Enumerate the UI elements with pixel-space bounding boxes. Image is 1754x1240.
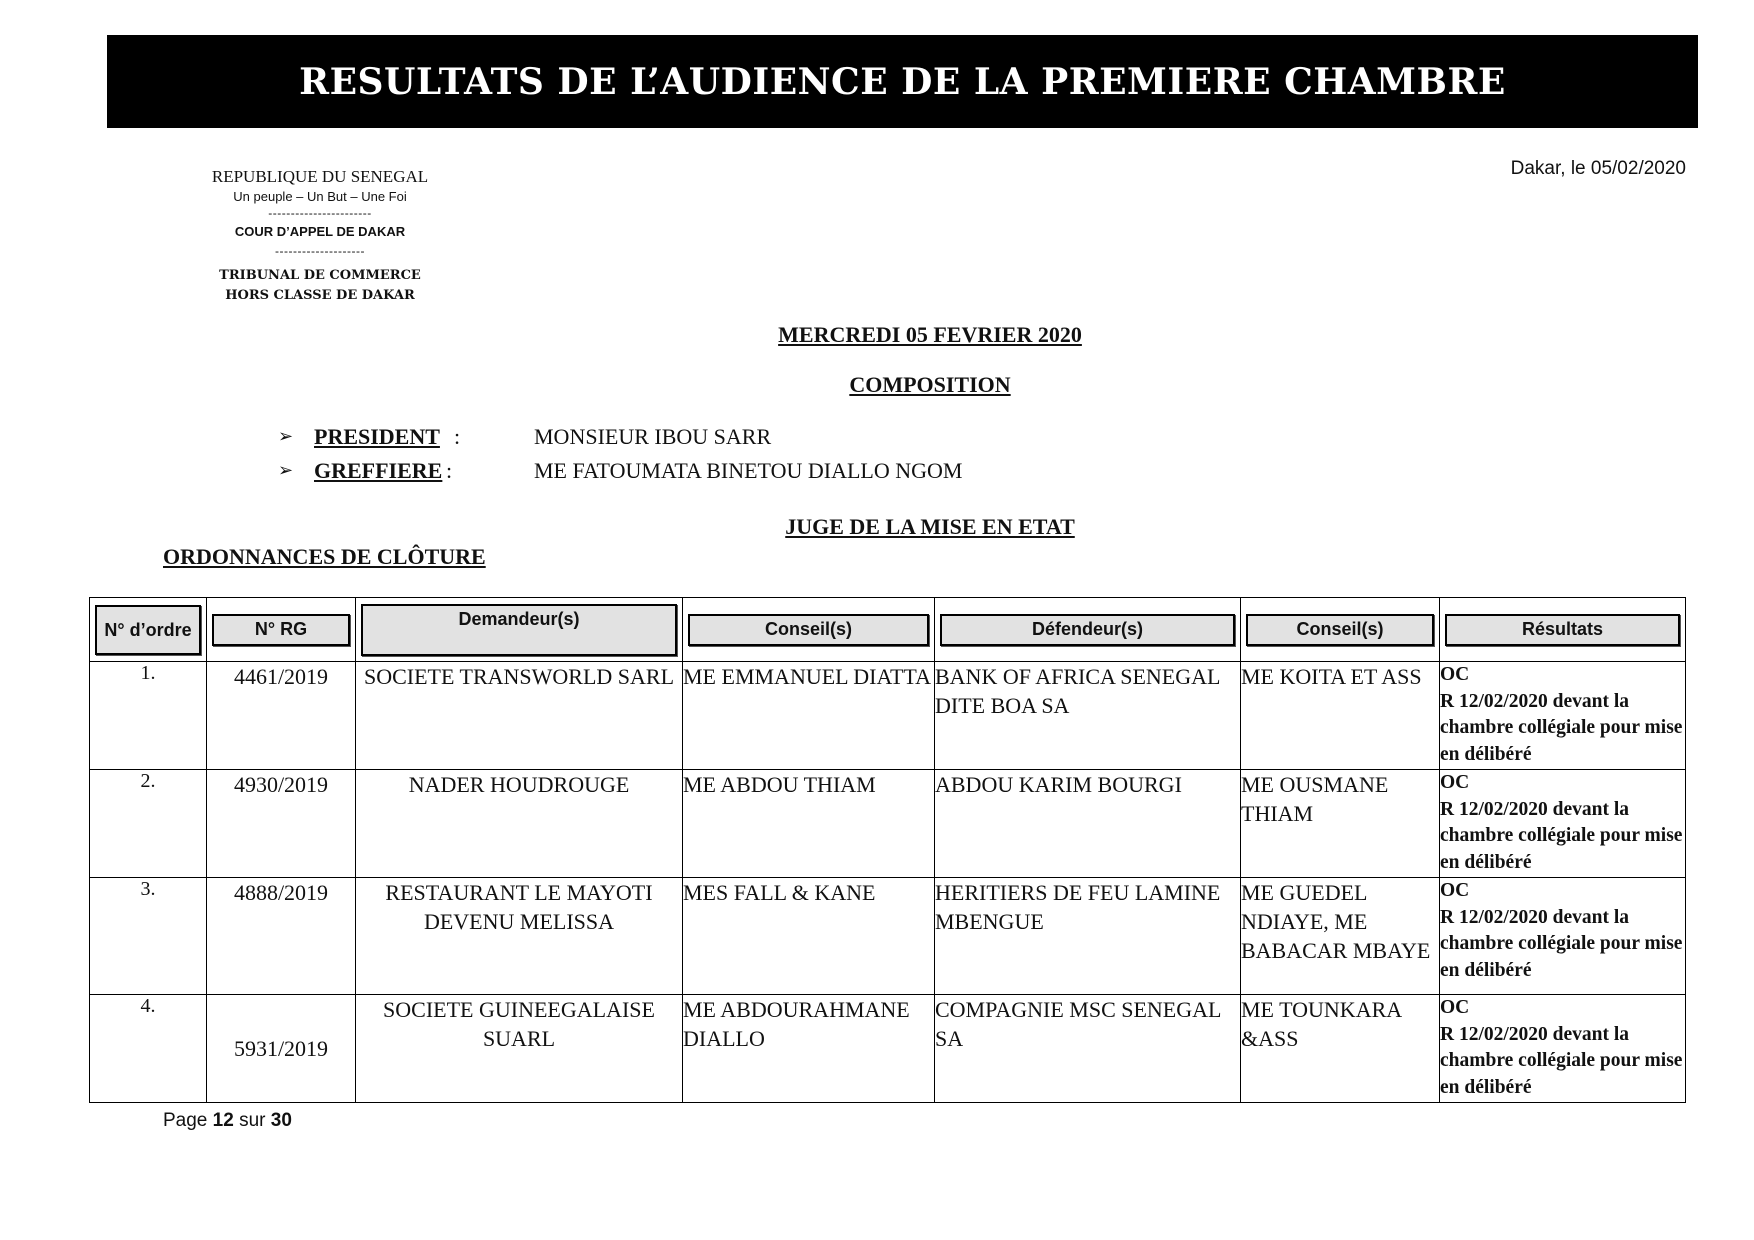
header-plaintiff: Demandeur(s) [356,598,683,662]
results-table [89,597,1686,1103]
member-name: MONSIEUR IBOU SARR [534,424,772,449]
header-defendant-counsel: Conseil(s) [1241,598,1440,662]
order-cell: 1. [90,662,207,770]
table-row [90,995,1686,1103]
member-colon: : [454,424,461,449]
result-cell [1440,662,1686,770]
page-prefix: Page [163,1110,208,1131]
result-cell [1440,878,1686,995]
rg-cell: 4461/2019 [207,662,356,770]
court-name: COUR D’APPEL DE DAKAR [234,224,406,239]
member-colon: : [446,458,453,483]
plaintiff-cell: RESTAURANT LE MAYOTI DEVENU MELISSA [356,878,683,995]
result-code: OC [1440,664,1470,685]
member-name: ME FATOUMATA BINETOU DIALLO NGOM [534,458,963,483]
header-separator: -------------------- [275,244,365,258]
plaintiff-counsel-cell: ME ABDOU THIAM [683,770,935,878]
defendant-counsel-cell: ME KOITA ET ASS [1241,662,1440,770]
member-role: PRESIDENT [314,424,440,449]
header-rg: N° RG [207,598,356,662]
hearing-day: MERCREDI 05 FEVRIER 2020 [778,322,1082,347]
result-code: OC [1440,997,1470,1018]
page-number: 12 [212,1110,234,1131]
header-order: N° d’ordre [90,598,207,662]
country-name: REPUBLIQUE DU SENEGAL [211,167,429,186]
page-sep: sur [239,1110,266,1131]
plaintiff-counsel-cell: ME EMMANUEL DIATTA [683,662,935,770]
result-text: R 12/02/2020 devant la chambre collégiale pour mise en délibéré [1440,906,1683,981]
defendant-counsel-cell: ME OUSMANE THIAM [1241,770,1440,878]
section-title: JUGE DE LA MISE EN ETAT [785,514,1075,539]
document-date: Dakar, le 05/02/2020 [1510,158,1686,179]
plaintiff-counsel-cell: ME ABDOURAHMANE DIALLO [683,995,935,1103]
defendant-counsel-cell: ME GUEDEL NDIAYE, ME BABACAR MBAYE [1241,878,1440,995]
institution-header [160,166,480,306]
subsection-title: ORDONNANCES DE CLÔTURE [163,544,486,569]
plaintiff-cell: SOCIETE TRANSWORLD SARL [356,662,683,770]
page-total: 30 [270,1110,292,1131]
composition-title: COMPOSITION [849,372,1011,397]
header-results: Résultats [1440,598,1686,662]
result-code: OC [1440,880,1470,901]
defendant-cell: HERITIERS DE FEU LAMINE MBENGUE [935,878,1241,995]
order-cell: 3. [90,878,207,995]
page-footer [163,1110,292,1132]
defendant-cell: ABDOU KARIM BOURGI [935,770,1241,878]
result-text: R 12/02/2020 devant la chambre collégiale pour mise en délibéré [1440,1023,1683,1098]
rg-cell: 4888/2019 [207,878,356,995]
table-header-row [90,598,1686,662]
order-cell: 4. [90,995,207,1103]
table-row [90,662,1686,770]
table-row [90,770,1686,878]
banner-title: RESULTATS DE L’AUDIENCE DE LA PREMIERE CHAMBRE [299,60,1506,103]
table-row [90,878,1686,995]
header-plaintiff-counsel: Conseil(s) [683,598,935,662]
national-motto: Un peuple – Un But – Une Foi [233,189,407,204]
result-text: R 12/02/2020 devant la chambre collégiale pour mise en délibéré [1440,690,1683,765]
header-separator: ----------------------- [268,206,372,220]
rg-cell: 5931/2019 [207,995,356,1103]
page-banner [107,35,1698,128]
header-defendant: Défendeur(s) [935,598,1241,662]
result-cell [1440,995,1686,1103]
result-text: R 12/02/2020 devant la chambre collégiale pour mise en délibéré [1440,798,1683,873]
order-cell: 2. [90,770,207,878]
plaintiff-cell: NADER HOUDROUGE [356,770,683,878]
defendant-cell: BANK OF AFRICA SENEGAL DITE BOA SA [935,662,1241,770]
member-role: GREFFIERE [314,458,443,483]
result-code: OC [1440,772,1470,793]
tribunal-name-line1: TRIBUNAL DE COMMERCE [219,268,421,283]
defendant-counsel-cell: ME TOUNKARA &ASS [1241,995,1440,1103]
defendant-cell: COMPAGNIE MSC SENEGAL SA [935,995,1241,1103]
arrow-bullet-icon: ➢ [278,460,294,481]
plaintiff-counsel-cell: MES FALL & KANE [683,878,935,995]
result-cell [1440,770,1686,878]
arrow-bullet-icon: ➢ [278,426,294,447]
rg-cell: 4930/2019 [207,770,356,878]
tribunal-name-line2: HORS CLASSE DE DAKAR [225,288,415,303]
plaintiff-cell: SOCIETE GUINEEGALAISE SUARL [356,995,683,1103]
